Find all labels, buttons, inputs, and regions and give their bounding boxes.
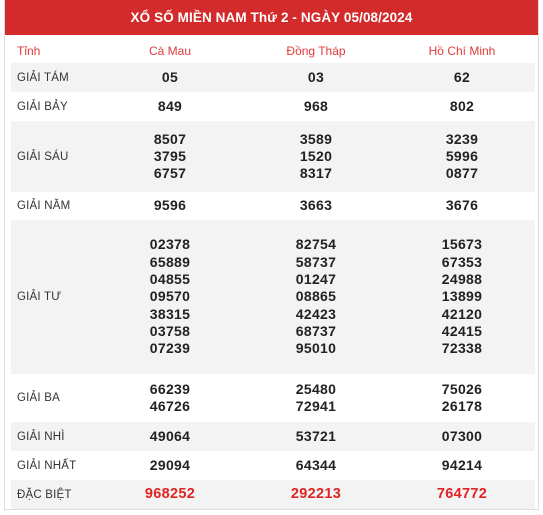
prize-cell (389, 192, 535, 220)
province-ho-chi-minh[interactable]: Hồ Chí Minh (428, 43, 496, 58)
result-number: 802 (449, 97, 475, 114)
prize-cell (97, 422, 243, 451)
prize-cell (389, 63, 535, 92)
result-number: 65889 (149, 253, 191, 270)
prize-cell (97, 63, 243, 92)
result-number: 26178 (441, 398, 483, 414)
prize-cell (389, 451, 535, 480)
prize-row-5 (11, 192, 535, 220)
result-number: 8507 (153, 130, 187, 147)
prize-cell (243, 92, 389, 121)
result-number: 05 (161, 68, 179, 85)
prize-cell (97, 92, 243, 121)
result-number: 38315 (149, 305, 191, 322)
prize-cell (97, 220, 243, 374)
result-number: 72941 (295, 398, 337, 414)
result-number: 42423 (295, 305, 337, 322)
result-number: 75026 (441, 380, 483, 397)
prize-cell (243, 480, 389, 509)
prize-cell (243, 220, 389, 374)
result-number: 64344 (295, 456, 337, 473)
result-number: 95010 (295, 340, 337, 357)
result-number: 3589 (299, 130, 333, 147)
result-number: 3239 (445, 130, 479, 147)
prize-cell (389, 220, 535, 374)
prize-label: GIẢI TƯ (11, 220, 97, 374)
prize-label: ĐẶC BIỆT (11, 480, 97, 509)
prize-cell (243, 121, 389, 192)
table-header-row (11, 38, 535, 63)
result-number: 72338 (441, 340, 483, 357)
prize-label: GIẢI BA (17, 392, 60, 404)
result-number: 13899 (441, 288, 483, 305)
prize-cell (389, 92, 535, 121)
result-number: 1520 (299, 147, 333, 164)
prize-cell (389, 121, 535, 192)
result-number: 67353 (441, 253, 483, 270)
prize-cell (243, 63, 389, 92)
prize-cell (97, 192, 243, 220)
results-panel (4, 0, 539, 510)
result-number: 6757 (153, 165, 187, 182)
prize-cell (243, 374, 389, 422)
result-number: 04855 (149, 271, 191, 288)
result-number: 49064 (149, 427, 191, 444)
result-number: 46726 (149, 398, 191, 414)
result-number: 849 (157, 97, 183, 114)
result-number: 9596 (153, 197, 187, 214)
province-ca-mau[interactable]: Cà Mau (148, 43, 192, 58)
prize-row-special (11, 480, 535, 509)
results-table (11, 38, 535, 509)
prize-cell (389, 374, 535, 422)
result-number: 15673 (441, 236, 483, 253)
prize-cell (389, 480, 535, 509)
prize-label: GIẢI TÁM (11, 63, 97, 92)
prize-label: GIẢI NĂM (17, 200, 71, 212)
prize-label: GIẢI BẢY (17, 100, 68, 113)
result-number: 24988 (441, 271, 483, 288)
result-number: 02378 (149, 236, 191, 253)
prize-label: GIẢI NHẤT (17, 459, 77, 472)
result-number: 07239 (149, 340, 191, 357)
prize-row-2 (11, 422, 535, 451)
result-number: 5996 (445, 147, 479, 164)
result-number: 3663 (299, 197, 333, 214)
result-number: 01247 (295, 271, 337, 288)
prize-cell (97, 121, 243, 192)
result-number: 82754 (295, 236, 337, 253)
result-number: 29094 (149, 456, 191, 473)
prize-row-7 (11, 92, 535, 121)
special-prize-number: 764772 (436, 485, 488, 502)
prize-cell (243, 192, 389, 220)
prize-cell (97, 451, 243, 480)
result-number: 42120 (441, 305, 483, 322)
result-number: 0877 (445, 165, 479, 182)
result-number: 66239 (149, 380, 191, 397)
prize-row-1 (11, 451, 535, 480)
results-title: XỔ SỐ MIỀN NAM Thứ 2 - NGÀY 05/08/2024 (5, 0, 538, 35)
prize-label: GIẢI SÁU (11, 121, 97, 192)
prize-cell (389, 422, 535, 451)
result-number: 62 (453, 68, 471, 85)
prize-label: GIẢI NHÌ (11, 422, 97, 451)
special-prize-number: 292213 (290, 485, 342, 502)
result-number: 07300 (441, 427, 483, 444)
result-number: 94214 (441, 456, 483, 473)
result-number: 03758 (149, 322, 191, 339)
result-number: 968 (303, 97, 329, 114)
prize-row-8 (11, 63, 535, 92)
prize-row-6 (11, 121, 535, 192)
result-number: 68737 (295, 322, 337, 339)
prize-cell (97, 480, 243, 509)
result-number: 58737 (295, 253, 337, 270)
result-number: 3676 (445, 197, 479, 214)
result-number: 42415 (441, 322, 483, 339)
result-number: 3795 (153, 147, 187, 164)
prize-row-4 (11, 220, 535, 374)
special-prize-number: 968252 (144, 485, 196, 502)
prize-cell (243, 451, 389, 480)
result-number: 03 (307, 68, 325, 85)
result-number: 08865 (295, 288, 337, 305)
prize-row-3 (11, 374, 535, 422)
result-number: 53721 (295, 427, 337, 444)
province-header-label: Tỉnh (17, 43, 41, 58)
result-number: 25480 (295, 380, 337, 397)
result-number: 8317 (299, 165, 333, 182)
prize-cell (97, 374, 243, 422)
prize-cell (243, 422, 389, 451)
result-number: 09570 (149, 288, 191, 305)
province-dong-thap[interactable]: Đồng Tháp (286, 43, 346, 58)
